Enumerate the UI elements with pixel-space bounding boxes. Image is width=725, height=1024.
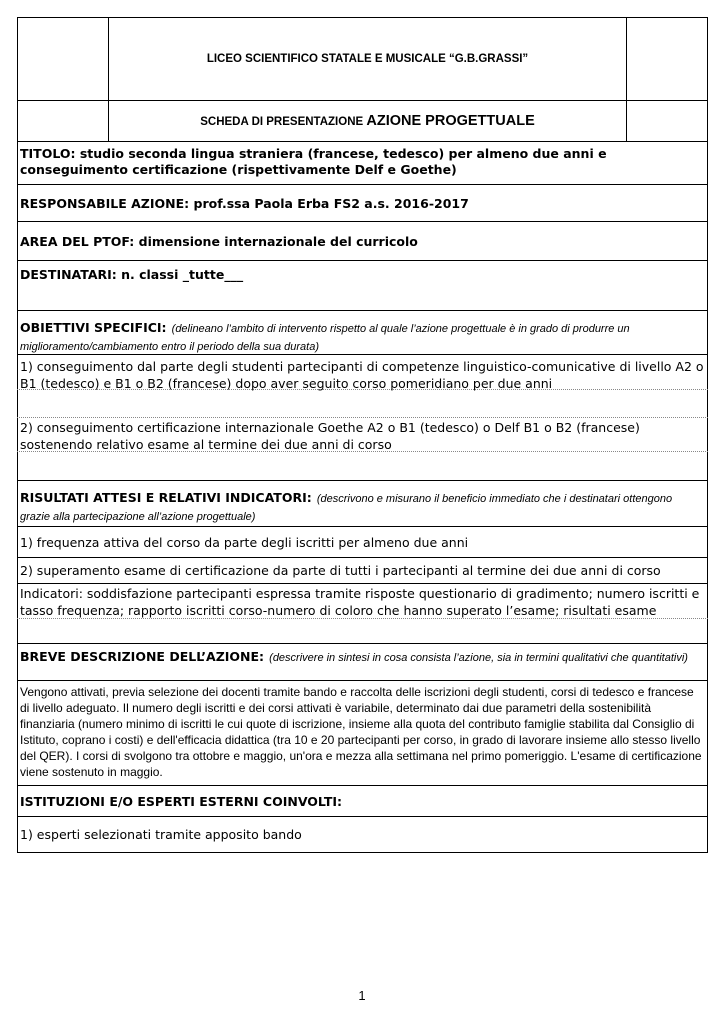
obiettivi-spacer-1 [17,390,708,418]
scheda-prefix: SCHEDA DI PRESENTAZIONE [200,116,367,128]
risultati-indicatori-text: Indicatori: soddisfazione partecipanti espressa tramite risposte questionario di gradimento; numero iscritti e tasso frequenza; rapporto iscritti corso-numero di coloro che hanno superato l’esame; risultati esame [20,586,700,618]
risultati-header [17,480,708,526]
destinatari-text: DESTINATARI: n. classi _tutte___ [20,267,244,282]
obiettivi-note: (delineano l’ambito di intervento rispetto al quale l’azione progettuale è in grado di produrre un miglioramento/cambiamento entro il periodo della sua durata) [20,323,630,353]
obiettivi-item-1 [17,354,708,390]
header-right-cell-top [626,17,708,101]
istituzioni-item-1 [17,816,708,853]
descrizione-header [17,643,708,681]
area-row [17,221,708,261]
descrizione-note: (descrivere in sintesi in cosa consista l’azione, sia in termini qualitativi che quantitativi) [269,652,688,664]
destinatari-row [17,260,708,290]
obiettivi-item-2 [17,418,708,452]
descrizione-text: Vengono attivati, previa selezione dei docenti tramite bando e raccolta delle iscrizioni degli studenti, corsi di tedesco e francese di livello adeguato. Il numero degli iscritti e dei corsi attivati è variabile, determinato dai due parametri della sostenibilità finanziaria (numero minimo di iscritti le cui quote di iscrizione, insieme alla quota del contributo famiglie stabilita dal Consiglio di Istituto, coprano i costi) e dell'efficacia didattica (tra 10 e 20 partecipanti per corso, in grado di lavorare insieme allo stesso livello del QER). I corsi di svolgono tra ottobre e maggio, un'ora e mezza alla settimana nel primo pomeriggio. L'esame di certificazione viene sostenuto in maggio. [20,685,702,779]
risultati-note: (descrivono e misurano il beneficio immediato che i destinatari ottengono grazie alla partecipazione all’azione progettuale) [20,493,673,523]
obiettivi-label: OBIETTIVI SPECIFICI: [20,320,167,335]
descrizione-label: BREVE DESCRIZIONE DELL’AZIONE: [20,649,265,664]
scheda-main: AZIONE PROGETTUALE [366,113,535,129]
header-right-cell-bottom [626,100,708,142]
titolo-text: TITOLO: studio seconda lingua straniera (francese, tedesco) per almeno due anni e conseguimento certificazione (rispettivamente Delf e Goethe) [20,146,607,177]
risultati-item-2-text: 2) superamento esame di certificazione da parte di tutti i partecipanti al termine dei due anni di corso [20,563,661,578]
titolo-row [17,141,708,185]
header-left-cell [17,17,109,101]
header-left-cell-2 [17,100,109,142]
istituzioni-item-1-text: 1) esperti selezionati tramite apposito bando [20,827,302,842]
obiettivi-item-2-text: 2) conseguimento certificazione internazionale Goethe A2 o B1 (tedesco) o Delf B1 o B2 (francese) sostenendo relativo esame al termine dei due anni di corso [20,420,640,452]
area-text: AREA DEL PTOF: dimensione internazionale del curricolo [20,233,418,249]
obiettivi-item-1-text: 1) conseguimento dal parte degli studenti partecipanti di competenze linguistico-comunicative di livello A2 o B1 (tedesco) e B1 o B2 (francese) dopo aver seguito corso pomeridiano per due anni [20,359,704,391]
obiettivi-header [17,310,708,354]
responsabile-row [17,184,708,222]
istituzioni-label: ISTITUZIONI E/O ESPERTI ESTERNI COINVOLTI: [20,793,342,809]
header-center-cell-top [108,17,627,101]
header-center-cell-bottom [108,100,627,142]
descrizione-body [17,680,708,786]
page-number: 1 [358,988,366,1003]
risultati-item-1-text: 1) frequenza attiva del corso da parte degli iscritti per almeno due anni [20,535,469,550]
risultati-item-1 [17,526,708,558]
scheda-title [109,113,626,129]
risultati-indicatori [17,583,708,619]
risultati-item-2 [17,557,708,584]
destinatari-gap [17,290,708,310]
istituzioni-header [17,785,708,817]
risultati-label: RISULTATI ATTESI E RELATIVI INDICATORI: [20,490,312,505]
school-name: LICEO SCIENTIFICO STATALE E MUSICALE “G.B.GRASSI” [206,53,529,65]
responsabile-text: RESPONSABILE AZIONE: prof.ssa Paola Erba FS2 a.s. 2016-2017 [20,195,469,211]
obiettivi-spacer-2 [17,452,708,480]
